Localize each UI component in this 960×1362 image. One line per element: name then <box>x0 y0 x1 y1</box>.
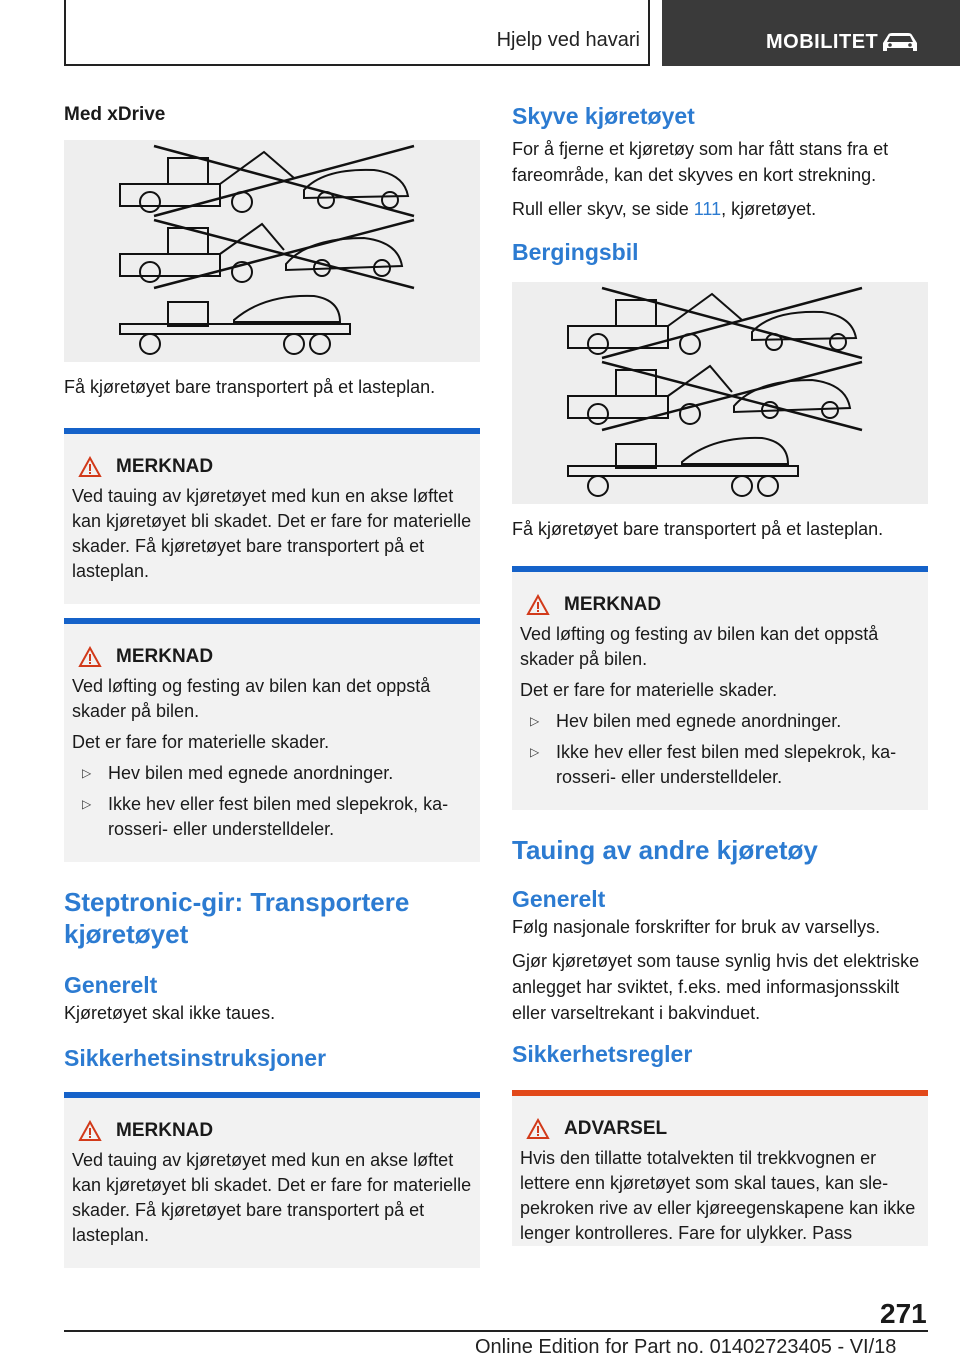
note-text: Ved tauing av kjøretøyet med kun en akse løftet kan kjøretøyet bli skadet. Det er fare for materielle skader. Få kjøretøyet bare transportert på et lasteplan. <box>72 1150 472 1245</box>
footer-divider <box>64 1330 928 1332</box>
list-item: ▷ Ikke hev eller fest bilen med slepekrok, karosseri- eller understelldeler. <box>530 740 920 790</box>
note-bullet-list <box>530 709 920 790</box>
warning-triangle-icon <box>526 594 550 616</box>
right-generelt-text-2: Gjør kjøretøyet som tause synlig hvis det elektriske anlegget har sviktet, f.eks. med informasjonsskilt eller varseltrekant i bakvinduet. <box>512 951 920 1023</box>
car-icon <box>880 30 920 59</box>
skyve-heading: Skyve kjøretøyet <box>512 103 695 129</box>
sikkerhetsinstruksjoner-heading: Sikkerhetsinstruksjoner <box>64 1045 327 1071</box>
right-generelt-text-1: Følg nasjonale forskrifter for bruk av varsellys. <box>512 917 881 937</box>
note-title-text: MERKNAD <box>564 594 662 615</box>
warning-text: Hvis den tillatte totalvekten til trekkvognen er lettere enn kjøretøyet som skal taues, kan slepekroken rive av eller kjøreegenskapene kan ikke lenger kontrolleres. Fare for ulykker. Pass <box>520 1148 916 1243</box>
rull-text: Rull eller skyv, se side 111, kjøretøyet. <box>512 199 817 219</box>
header-chapter-label: MOBILITET <box>766 31 879 53</box>
towing-illustration <box>512 282 928 504</box>
towing-illustration-svg <box>512 282 928 504</box>
bullet-triangle-icon: ▷ <box>82 766 92 780</box>
warning-triangle-icon <box>78 1120 102 1142</box>
note-bullet-list <box>82 761 472 842</box>
warning-title-text: ADVARSEL <box>564 1118 668 1139</box>
note-text-2: Det er fare for materielle skader. <box>520 680 778 700</box>
sikkerhetsregler-heading: Sikkerhetsregler <box>512 1041 693 1067</box>
list-item: ▷ Hev bilen med egnede anordninger. <box>82 761 472 786</box>
note-text-1: Ved løfting og festing av bilen kan det oppstå skader på bilen. <box>520 624 879 669</box>
note-text: Ved tauing av kjøretøyet med kun en akse løftet kan kjøretøyet bli skadet. Det er fare for materielle skader. Få kjøretøyet bare transportert på et lasteplan. <box>72 486 472 581</box>
steptronic-heading: Steptronic-gir: Transportere kjøretøyet <box>64 887 410 949</box>
bergingsbil-heading: Bergingsbil <box>512 239 639 265</box>
note-title <box>72 646 472 668</box>
list-item: ▷ Hev bilen med egnede anordninger. <box>530 709 920 734</box>
note-title <box>72 456 472 478</box>
note-title <box>520 594 920 616</box>
bullet-triangle-icon: ▷ <box>530 714 540 728</box>
merknad-note-2 <box>64 618 480 862</box>
note-title <box>72 1120 472 1142</box>
xdrive-heading: Med xDrive <box>64 104 166 125</box>
header-section-box <box>64 0 650 66</box>
merknad-note-1 <box>64 428 480 604</box>
left-generelt-heading: Generelt <box>64 972 158 998</box>
merknad-note-right <box>512 566 928 810</box>
page-link[interactable]: 111 <box>693 199 722 219</box>
left-column <box>64 96 480 1268</box>
warning-triangle-icon <box>78 456 102 478</box>
towing-illustration-svg <box>64 140 480 362</box>
note-title-text: MERKNAD <box>116 646 214 667</box>
right-image-caption: Få kjøretøyet bare transportert på et lasteplan. <box>512 519 884 539</box>
header-section-title: Hjelp ved havari <box>496 29 640 51</box>
footer-edition-text: Online Edition for Part no. 01402723405 - VI/18 <box>475 1336 897 1358</box>
warning-triangle-icon <box>526 1118 550 1140</box>
note-title-text: MERKNAD <box>116 1120 214 1141</box>
skyve-text: For å fjerne et kjøretøy som har fått stans fra et fareområde, kan det skyves en kort strekning. <box>512 139 889 185</box>
right-generelt-heading: Generelt <box>512 886 606 912</box>
advarsel-warning <box>512 1090 928 1246</box>
bullet-triangle-icon: ▷ <box>530 745 540 759</box>
page-number: 271 <box>880 1298 927 1329</box>
left-image-caption: Få kjøretøyet bare transportert på et lasteplan. <box>64 377 436 397</box>
right-column <box>512 96 928 1246</box>
tauing-heading: Tauing av andre kjøretøy <box>512 835 818 865</box>
header-chapter-tab[interactable] <box>662 0 960 66</box>
list-item: ▷ Ikke hev eller fest bilen med slepekrok, karosseri- eller understelldeler. <box>82 792 472 842</box>
note-title-text: MERKNAD <box>116 456 214 477</box>
warning-triangle-icon <box>78 646 102 668</box>
note-text-2: Det er fare for materielle skader. <box>72 732 330 752</box>
note-text-1: Ved løfting og festing av bilen kan det oppstå skader på bilen. <box>72 676 431 721</box>
towing-illustration <box>64 140 480 362</box>
merknad-note-3 <box>64 1092 480 1268</box>
bullet-triangle-icon: ▷ <box>82 797 92 811</box>
warning-title <box>520 1118 920 1140</box>
left-generelt-text: Kjøretøyet skal ikke taues. <box>64 1003 276 1023</box>
